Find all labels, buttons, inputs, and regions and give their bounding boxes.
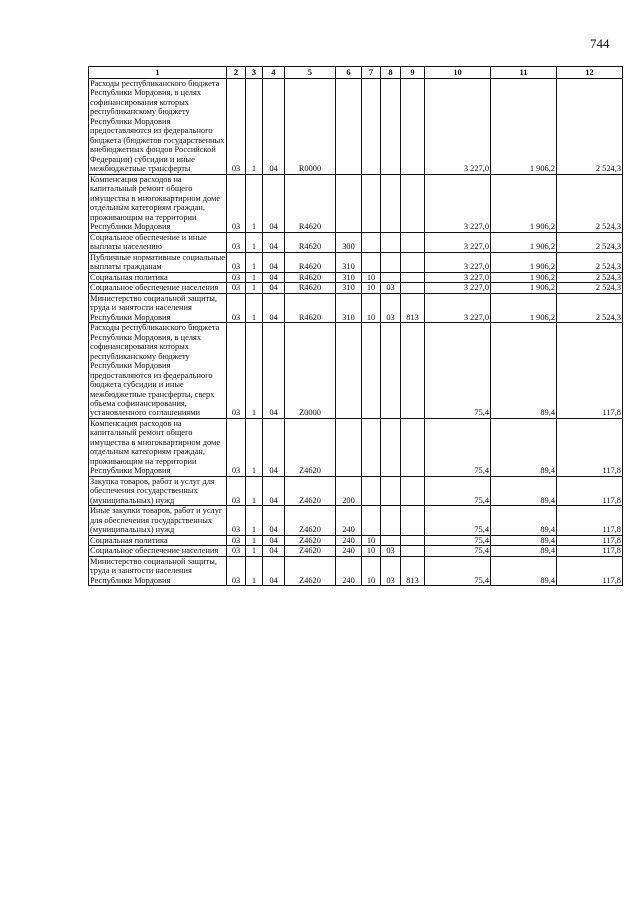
ministry-cell: 813 (401, 293, 425, 322)
amount-col-10-cell: 75,4 (425, 323, 491, 419)
target-article-cell: Z4620 (285, 476, 336, 505)
code-2-cell: 03 (227, 535, 246, 545)
ministry-cell (401, 283, 425, 293)
expense-type-cell: 310 (336, 272, 362, 282)
subsection-cell: 03 (381, 293, 401, 322)
code-3-cell: 1 (246, 252, 263, 272)
ministry-cell (401, 546, 425, 556)
amount-col-12-cell: 2 524,3 (557, 79, 623, 175)
amount-col-11-cell: 1 906,2 (491, 272, 557, 282)
subsection-cell (381, 79, 401, 175)
section-cell: 10 (362, 546, 381, 556)
code-3-cell: 1 (246, 79, 263, 175)
amount-col-10-cell: 3 227,0 (425, 283, 491, 293)
code-3-cell: 1 (246, 546, 263, 556)
table-row (89, 232, 623, 252)
amount-col-12-cell: 2 524,3 (557, 272, 623, 282)
code-4-cell: 04 (263, 293, 285, 322)
code-3-cell: 1 (246, 476, 263, 505)
amount-col-11-cell: 89,4 (491, 556, 557, 585)
code-4-cell: 04 (263, 476, 285, 505)
expense-type-cell: 310 (336, 283, 362, 293)
code-2-cell: 03 (227, 232, 246, 252)
code-4-cell: 04 (263, 272, 285, 282)
row-name-cell: Социальная политика (89, 272, 227, 282)
amount-col-11-cell: 89,4 (491, 476, 557, 505)
subsection-cell (381, 323, 401, 419)
table-row (89, 535, 623, 545)
section-cell: 10 (362, 535, 381, 545)
table-row (89, 418, 623, 476)
code-2-cell: 03 (227, 506, 246, 535)
code-2-cell: 03 (227, 476, 246, 505)
amount-col-12-cell: 2 524,3 (557, 252, 623, 272)
row-name-cell: Закупка товаров, работ и услуг для обеспечения государственных (муниципальных) нужд (89, 476, 227, 505)
expense-type-cell: 200 (336, 476, 362, 505)
subsection-cell: 03 (381, 556, 401, 585)
expense-type-cell: 240 (336, 506, 362, 535)
row-name-cell: Министерство социальной защиты, труда и занятости населения Республики Мордовия (89, 556, 227, 585)
amount-col-11-cell: 89,4 (491, 323, 557, 419)
target-article-cell: R4620 (285, 283, 336, 293)
target-article-cell: Z4620 (285, 535, 336, 545)
amount-col-12-cell: 117,8 (557, 418, 623, 476)
ministry-cell (401, 476, 425, 505)
code-4-cell: 04 (263, 506, 285, 535)
amount-col-10-cell: 75,4 (425, 535, 491, 545)
section-cell: 10 (362, 283, 381, 293)
row-name-cell: Компенсация расходов на капитальный ремонт общего имущества в многоквартирном доме отдельным категориям граждан, проживающим на территории Республики Мордовия (89, 418, 227, 476)
amount-col-12-cell: 117,8 (557, 506, 623, 535)
amount-col-10-cell: 3 227,0 (425, 252, 491, 272)
amount-col-11-cell: 89,4 (491, 546, 557, 556)
section-cell: 10 (362, 272, 381, 282)
subsection-cell (381, 418, 401, 476)
amount-col-11-cell: 89,4 (491, 535, 557, 545)
header-cell: 9 (401, 67, 425, 79)
code-3-cell: 1 (246, 293, 263, 322)
subsection-cell (381, 535, 401, 545)
table-row (89, 506, 623, 535)
code-3-cell: 1 (246, 556, 263, 585)
expense-type-cell: 240 (336, 556, 362, 585)
header-cell: 7 (362, 67, 381, 79)
expense-type-cell: 240 (336, 546, 362, 556)
target-article-cell: Z4620 (285, 506, 336, 535)
section-cell (362, 323, 381, 419)
section-cell: 10 (362, 293, 381, 322)
code-3-cell: 1 (246, 323, 263, 419)
row-name-cell: Расходы республиканского бюджета Республики Мордовия, в целях софинансирования которых республиканскому бюджету Республики Мордовия предоставляются из федерального бюджета (бюджетов государственных внебюджетных фондов Российской Федерации) субсидии и иные межбюджетные трансферты (89, 79, 227, 175)
code-3-cell: 1 (246, 506, 263, 535)
header-cell: 11 (491, 67, 557, 79)
code-4-cell: 04 (263, 174, 285, 232)
section-cell (362, 476, 381, 505)
header-cell: 2 (227, 67, 246, 79)
amount-col-10-cell: 75,4 (425, 546, 491, 556)
target-article-cell: R4620 (285, 232, 336, 252)
ministry-cell (401, 79, 425, 175)
amount-col-11-cell: 1 906,2 (491, 252, 557, 272)
amount-col-12-cell: 117,8 (557, 323, 623, 419)
amount-col-10-cell: 3 227,0 (425, 272, 491, 282)
row-name-cell: Расходы республиканского бюджета Республики Мордовия, в целях софинансирования которых республиканскому бюджету Республики Мордовия предоставляются из федерального бюджета субсидии и иные межбюджетные трансферты, сверх объема софинансирования, установленного соглашениями (89, 323, 227, 419)
code-2-cell: 03 (227, 272, 246, 282)
amount-col-10-cell: 75,4 (425, 556, 491, 585)
table-row (89, 546, 623, 556)
budget-table (88, 66, 623, 586)
target-article-cell: R4620 (285, 252, 336, 272)
amount-col-10-cell: 75,4 (425, 506, 491, 535)
header-cell: 1 (89, 67, 227, 79)
target-article-cell: R4620 (285, 174, 336, 232)
subsection-cell (381, 506, 401, 535)
ministry-cell (401, 174, 425, 232)
ministry-cell (401, 418, 425, 476)
expense-type-cell: 240 (336, 535, 362, 545)
section-cell: 10 (362, 556, 381, 585)
subsection-cell (381, 272, 401, 282)
header-row (89, 67, 623, 79)
code-3-cell: 1 (246, 283, 263, 293)
section-cell (362, 232, 381, 252)
table-row (89, 323, 623, 419)
row-name-cell: Социальное обеспечение населения (89, 283, 227, 293)
subsection-cell (381, 252, 401, 272)
code-2-cell: 03 (227, 252, 246, 272)
header-cell: 8 (381, 67, 401, 79)
code-4-cell: 04 (263, 556, 285, 585)
table-row (89, 252, 623, 272)
header-cell: 6 (336, 67, 362, 79)
expense-type-cell (336, 323, 362, 419)
page-number: 744 (590, 36, 610, 51)
header-cell: 4 (263, 67, 285, 79)
table-row (89, 476, 623, 505)
section-cell (362, 252, 381, 272)
subsection-cell (381, 476, 401, 505)
expense-type-cell (336, 174, 362, 232)
row-name-cell: Иные закупки товаров, работ и услуг для обеспечения государственных (муниципальных) нужд (89, 506, 227, 535)
expense-type-cell: 310 (336, 252, 362, 272)
amount-col-10-cell: 3 227,0 (425, 232, 491, 252)
header-cell: 12 (557, 67, 623, 79)
table-row (89, 283, 623, 293)
row-name-cell: Компенсация расходов на капитальный ремонт общего имущества в многоквартирном доме отдельным категориям граждан, проживающим на территории Республики Мордовия (89, 174, 227, 232)
row-name-cell: Публичные нормативные социальные выплаты гражданам (90, 252, 225, 272)
amount-col-12-cell: 2 524,3 (557, 293, 623, 322)
code-4-cell: 04 (263, 79, 285, 175)
amount-col-10-cell: 3 227,0 (425, 293, 491, 322)
target-article-cell: Z4620 (285, 546, 336, 556)
code-2-cell: 03 (227, 283, 246, 293)
table-row (89, 293, 623, 322)
section-cell (362, 174, 381, 232)
code-3-cell: 1 (246, 174, 263, 232)
subsection-cell: 03 (381, 283, 401, 293)
expense-type-cell (336, 418, 362, 476)
expense-type-cell (336, 79, 362, 175)
table-row (89, 79, 623, 175)
expense-type-cell: 310 (336, 293, 362, 322)
code-4-cell: 04 (263, 323, 285, 419)
target-article-cell: R0000 (285, 79, 336, 175)
row-name-cell: Социальное обеспечение и иные выплаты населению (89, 232, 227, 252)
code-3-cell: 1 (246, 535, 263, 545)
amount-col-11-cell: 1 906,2 (491, 79, 557, 175)
code-2-cell: 03 (227, 293, 246, 322)
subsection-cell (381, 174, 401, 232)
code-4-cell: 04 (263, 418, 285, 476)
ministry-cell (401, 506, 425, 535)
row-name-cell: Социальная политика (89, 535, 227, 545)
amount-col-12-cell: 2 524,3 (557, 232, 623, 252)
amount-col-12-cell: 117,8 (557, 476, 623, 505)
code-2-cell: 03 (227, 556, 246, 585)
amount-col-11-cell: 89,4 (491, 506, 557, 535)
amount-col-12-cell: 117,8 (557, 546, 623, 556)
target-article-cell: Z0000 (285, 323, 336, 419)
ministry-cell (401, 535, 425, 545)
code-4-cell: 04 (263, 535, 285, 545)
amount-col-10-cell: 75,4 (425, 418, 491, 476)
section-cell (362, 418, 381, 476)
amount-col-10-cell: 3 227,0 (425, 174, 491, 232)
amount-col-12-cell: 117,8 (557, 535, 623, 545)
header-cell: 3 (246, 67, 263, 79)
amount-col-11-cell: 1 906,2 (491, 232, 557, 252)
subsection-cell: 03 (381, 546, 401, 556)
code-2-cell: 03 (227, 79, 246, 175)
code-4-cell: 04 (263, 546, 285, 556)
target-article-cell: R4620 (285, 272, 336, 282)
code-4-cell: 04 (263, 252, 285, 272)
row-name-cell: Министерство социальной защиты, труда и занятости населения Республики Мордовия (89, 293, 227, 322)
subsection-cell (381, 232, 401, 252)
amount-col-10-cell: 3 227,0 (425, 79, 491, 175)
code-3-cell: 1 (246, 418, 263, 476)
code-2-cell: 03 (227, 546, 246, 556)
code-4-cell: 04 (263, 283, 285, 293)
ministry-cell (401, 323, 425, 419)
table-row (89, 174, 623, 232)
code-3-cell: 1 (246, 272, 263, 282)
target-article-cell: Z4620 (285, 418, 336, 476)
table-row (89, 556, 623, 585)
code-2-cell: 03 (227, 323, 246, 419)
section-cell (362, 79, 381, 175)
code-2-cell: 03 (227, 174, 246, 232)
table-row (89, 272, 623, 282)
target-article-cell: Z4620 (285, 556, 336, 585)
amount-col-12-cell: 117,8 (557, 556, 623, 585)
header-cell: 10 (425, 67, 491, 79)
ministry-cell (401, 252, 425, 272)
amount-col-12-cell: 2 524,3 (557, 174, 623, 232)
ministry-cell (401, 272, 425, 282)
code-4-cell: 04 (263, 232, 285, 252)
header-cell: 5 (285, 67, 336, 79)
amount-col-11-cell: 1 906,2 (491, 293, 557, 322)
amount-col-11-cell: 1 906,2 (491, 283, 557, 293)
amount-col-11-cell: 1 906,2 (491, 174, 557, 232)
section-cell (362, 506, 381, 535)
code-2-cell: 03 (227, 418, 246, 476)
ministry-cell: 813 (401, 556, 425, 585)
target-article-cell: R4620 (285, 293, 336, 322)
code-3-cell: 1 (246, 232, 263, 252)
amount-col-10-cell: 75,4 (425, 476, 491, 505)
expense-type-cell: 300 (336, 232, 362, 252)
amount-col-11-cell: 89,4 (491, 418, 557, 476)
row-name-cell: Социальное обеспечение населения (89, 546, 227, 556)
amount-col-12-cell: 2 524,3 (557, 283, 623, 293)
ministry-cell (401, 232, 425, 252)
